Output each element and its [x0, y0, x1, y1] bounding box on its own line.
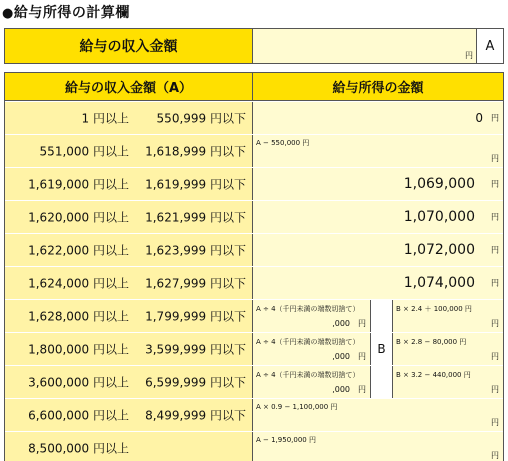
- income-input-row: [4, 28, 504, 64]
- bullet-icon: ●: [2, 6, 14, 21]
- income-range: [5, 135, 253, 167]
- income-range: [5, 201, 253, 233]
- range-high: 550,999 円以下: [156, 111, 246, 126]
- yen-unit: 円: [491, 245, 499, 255]
- salary-income-table: [4, 72, 504, 461]
- yen-unit: 円: [491, 418, 499, 427]
- range-low: 8,500,000 円以上: [28, 441, 129, 456]
- range-low: 6,600,000 円以上: [28, 408, 129, 423]
- b-marker-cell: [371, 300, 393, 332]
- result-cell[interactable]: [393, 333, 503, 365]
- result-cell: [253, 234, 503, 266]
- result-cell[interactable]: [253, 102, 503, 134]
- section-title: [2, 2, 130, 22]
- table-row: [5, 398, 503, 431]
- income-range: [5, 399, 253, 431]
- range-low: 551,000 円以上: [39, 144, 129, 159]
- income-range: [5, 300, 253, 332]
- range-high: 8,499,999 円以下: [145, 408, 246, 423]
- result-split-cell: [253, 366, 503, 398]
- table-row: [5, 233, 503, 266]
- result-cell[interactable]: [393, 366, 503, 398]
- formula-a-suffix: ,000 円: [332, 352, 366, 361]
- b-input-cell[interactable]: [253, 333, 371, 365]
- formula-a-suffix: ,000 円: [332, 385, 366, 394]
- range-high: 1,621,999 円以下: [145, 210, 246, 225]
- range-high: 1,623,999 円以下: [145, 243, 246, 258]
- formula-a-text: A ÷ 4（千円未満の端数切捨て）: [256, 338, 360, 346]
- result-value: 1,070,000: [403, 209, 475, 225]
- range-low: 1,628,000 円以上: [28, 309, 129, 324]
- formula-text: A − 550,000 円: [256, 139, 310, 147]
- yen-unit: 円: [491, 179, 499, 189]
- table-row: [5, 332, 503, 365]
- result-cell: [253, 267, 503, 299]
- table-row: [5, 101, 503, 134]
- income-range: [5, 267, 253, 299]
- result-value: 1,074,000: [403, 275, 475, 291]
- yen-unit: 円: [491, 278, 499, 288]
- result-value: 0: [475, 111, 483, 125]
- range-low: 1,619,000 円以上: [28, 177, 129, 192]
- yen-unit: 円: [491, 385, 499, 394]
- range-low: 3,600,000 円以上: [28, 375, 129, 390]
- income-range: [5, 102, 253, 134]
- yen-unit: 円: [491, 319, 499, 328]
- yen-unit: 円: [465, 51, 473, 60]
- result-cell[interactable]: [253, 399, 503, 431]
- section-title-text: 給与所得の計算欄: [13, 5, 130, 21]
- range-high: 3,599,999 円以下: [145, 342, 246, 357]
- result-split-cell: [253, 333, 503, 365]
- table-row: [5, 134, 503, 167]
- result-cell: [253, 168, 503, 200]
- formula-a-text: A ÷ 4（千円未満の端数切捨て）: [256, 305, 360, 313]
- range-high: 1,618,999 円以下: [145, 144, 246, 159]
- result-value: 1,072,000: [403, 242, 475, 258]
- income-range: [5, 432, 253, 461]
- b-input-cell[interactable]: [253, 300, 371, 332]
- table-row: [5, 167, 503, 200]
- income-range: [5, 366, 253, 398]
- header-income: 給与の収入金額（A）: [5, 73, 253, 100]
- result-split-cell: [253, 300, 503, 332]
- b-marker-cell: [371, 366, 393, 398]
- result-cell[interactable]: [253, 135, 503, 167]
- table-row: [5, 431, 503, 461]
- range-high: 6,599,999 円以下: [145, 375, 246, 390]
- income-range: [5, 168, 253, 200]
- result-cell: [253, 201, 503, 233]
- income-input-label: 給与の収入金額: [5, 29, 253, 63]
- b-input-cell[interactable]: [253, 366, 371, 398]
- formula-b-text: B × 3.2 − 440,000 円: [396, 371, 471, 379]
- yen-unit: 円: [491, 212, 499, 222]
- formula-a-suffix: ,000 円: [332, 319, 366, 328]
- yen-unit: 円: [491, 352, 499, 361]
- table-row: [5, 200, 503, 233]
- range-low: 1,622,000 円以上: [28, 243, 129, 258]
- range-low: 1 円以上: [81, 111, 129, 126]
- result-cell[interactable]: [393, 300, 503, 332]
- formula-b-text: B × 2.4 ＋ 100,000 円: [396, 305, 472, 313]
- income-input-field[interactable]: [253, 29, 477, 63]
- range-high: 1,627,999 円以下: [145, 276, 246, 291]
- range-low: 1,800,000 円以上: [28, 342, 129, 357]
- yen-unit: 円: [491, 451, 499, 460]
- formula-b-text: B × 2.8 − 80,000 円: [396, 338, 467, 346]
- header-result: 給与所得の金額: [332, 81, 424, 96]
- table-row: [5, 299, 503, 332]
- table-header: [5, 73, 503, 101]
- range-high: 1,799,999 円以下: [145, 309, 246, 324]
- yen-unit: 円: [491, 154, 499, 163]
- b-marker-cell: B: [371, 333, 393, 365]
- result-cell[interactable]: [253, 432, 503, 461]
- income-range: [5, 333, 253, 365]
- table-row: [5, 365, 503, 398]
- range-high: 1,619,999 円以下: [145, 177, 246, 192]
- formula-text: A × 0.9 − 1,100,000 円: [256, 403, 338, 411]
- formula-text: A − 1,950,000 円: [256, 436, 316, 444]
- result-value: 1,069,000: [403, 176, 475, 192]
- range-low: 1,624,000 円以上: [28, 276, 129, 291]
- income-range: [5, 234, 253, 266]
- yen-unit: 円: [491, 113, 499, 123]
- table-row: [5, 266, 503, 299]
- range-low: 1,620,000 円以上: [28, 210, 129, 225]
- marker-a: A: [477, 29, 503, 63]
- formula-a-text: A ÷ 4（千円未満の端数切捨て）: [256, 371, 360, 379]
